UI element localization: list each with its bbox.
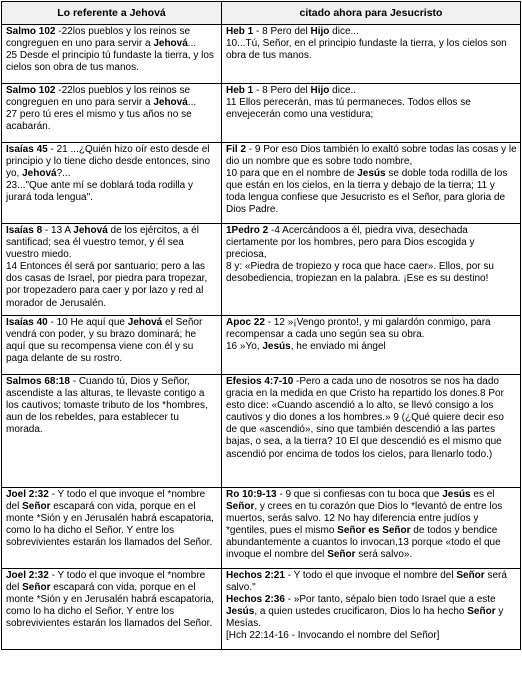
reference-text: Isaías 40 (6, 317, 48, 328)
reference-text: Efesios 4:7-10 (226, 376, 294, 387)
verse-text: 10...Tú, Señor, en el principio fundaste la tierra, y los cielos son obra de tus manos. (226, 38, 507, 62)
reference-text: Jehová (153, 38, 188, 50)
verse-text: - 13 A (42, 225, 74, 236)
reference-text: Señor (226, 501, 255, 513)
verse-text: - Cuando tú, Dios y Señor, ascendiste a las alturas, te llevaste contigo a los cautivos; tomaste tributo de los *hombres, aun de los rebeldes, para establecer tu morada. (6, 376, 208, 436)
reference-text: Ro 10:9-13 (226, 489, 277, 500)
table-row (2, 375, 521, 488)
reference-text: Jehová (127, 317, 163, 328)
cell-jesucristo (222, 224, 521, 316)
reference-text: Heb 1 (226, 85, 254, 96)
reference-text: Señor (327, 549, 356, 561)
table-row (2, 25, 521, 84)
verse-text: se doble toda rodilla de los que están en los cielos, en la tierra y debajo de la tierra; 11 y toda lengua confiese que Jesucristo es el Señor, para gloria de Dios Padre. (226, 168, 508, 216)
verse-text: 10 para que en el nombre de (226, 168, 358, 180)
verse-text: - 8 Pero del (253, 26, 311, 37)
verse-text: - Y todo el que invoque el *nombre del (6, 570, 206, 594)
verse-text: -Pero a cada uno de nosotros se nos ha dado gracia en la medida en que Cristo ha repartido los dones.8 Por esto dice: «Cuando ascendió a lo alto, se llevó consigo a los cautivos y dio dones a los hombres.» 9 (¿Qué quiere decir eso de que «ascendió», sino que también descendió a las partes bajas, o sea, a la tierra? 10 El que descendió es el mismo que ascendió por encima de todos los cielos, para llenarlo todo.) (226, 376, 504, 460)
table-row (2, 569, 521, 650)
verse-text: - 9 que si confiesas con tu boca que (276, 489, 443, 500)
cell-jehova (2, 143, 222, 224)
verse-text: - 8 Pero del (253, 85, 311, 96)
reference-text: Hechos 2:36 (226, 594, 285, 606)
reference-text: Fil 2 (226, 144, 247, 155)
reference-text: Heb 1 (226, 26, 254, 37)
reference-text: Salmo 102 (6, 85, 56, 96)
verse-text: [Hch 22:14-16 - Invocando el nombre del Señor] (226, 630, 440, 642)
table-row (2, 316, 521, 375)
cell-jehova (2, 488, 222, 569)
cell-jesucristo (222, 488, 521, 569)
reference-text: Hechos 2:21 (226, 570, 285, 581)
verse-text: 27 pero tú eres el mismo y tus años no se acabarán. (6, 109, 192, 133)
reference-text: Señor (456, 570, 485, 581)
verse-text: 25 Desde el principio tú fundaste la tierra, y los cielos son obra de tus manos. (6, 50, 214, 74)
reference-text: Jesús (226, 606, 255, 618)
cell-jehova (2, 316, 222, 375)
reference-text: Joel 2:32 (6, 570, 49, 581)
reference-text: Salmo 102 (6, 26, 56, 37)
table-row (2, 84, 521, 143)
reference-text: Jehová (73, 225, 108, 236)
verse-text: 8 y: «Piedra de tropiezo y roca que hace caer». Ellos, por su desobediencia, tropiezan en la palabra. ¡Ese es su destino! (226, 261, 494, 285)
verse-text: el Señor vendrá con poder, y su brazo dominará; he aquí que su recompensa viene con él y su paga delante de su rostro. (6, 317, 203, 365)
cell-jesucristo (222, 375, 521, 488)
verse-text: - 10 He aquí que (47, 317, 128, 328)
reference-text: Isaías 45 (6, 144, 48, 155)
cell-jehova (2, 224, 222, 316)
verse-text: - 12 »¡Vengo pronto!, y mi galardón conmigo, para recompensar a cada uno según sea su obra. (226, 317, 491, 341)
verse-text: dice... (329, 26, 359, 37)
reference-text: Señor (22, 501, 51, 513)
cell-jesucristo (222, 316, 521, 375)
cell-jehova (2, 569, 222, 650)
verse-text: -22los pueblos y los reinos se congreguen en uno para servir a (6, 85, 191, 109)
reference-text: Jesús (442, 489, 471, 500)
verse-text: 14 Entonces él será por santuario; pero a las dos casas de Israel, por piedra para tropezar, por tropezadero para caer y por lazo y red al morador de Jerusalén. (6, 261, 208, 309)
reference-text: Isaías 8 (6, 225, 43, 236)
header-row (2, 2, 521, 25)
verse-text: escapará con vida, porque en el monte *Sión y en Jerusalén habrá escapatoria, como lo ha dicho el Señor. Y entre los sobrevivientes estarán los llamados del Señor. (6, 501, 214, 549)
verse-text: - Y todo el que invoque el *nombre del (6, 489, 206, 513)
verse-text: dice.. (329, 85, 357, 96)
header-jehova: Lo referente a Jehová (2, 2, 222, 25)
table-row (2, 143, 521, 224)
verse-text: 16 »Yo, (226, 341, 263, 353)
reference-text: Apoc 22 (226, 317, 265, 328)
table-row (2, 224, 521, 316)
verse-text: , a quien ustedes crucificaron, Dios lo ha hecho (254, 606, 468, 618)
verse-text: - Y todo el que invoque el nombre del (284, 570, 457, 581)
reference-text: 1Pedro 2 (226, 225, 269, 236)
reference-text: Señor (22, 582, 51, 594)
verse-text: -4 Acercándoos a él, piedra viva, desechada ciertamente por los hombres, pero para Dios escogida y preciosa, (226, 225, 475, 261)
verse-text: escapará con vida, porque en el monte *Sión y en Jerusalén habrá escapatoria, como lo ha dicho el Señor. Y entre los sobrevivientes estarán los llamados del Señor. (6, 582, 214, 630)
cell-jehova (2, 84, 222, 143)
verse-text: de los ejércitos, a él santificad; sea él vuestro temor, y él sea vuestro miedo. (6, 225, 199, 261)
verse-text: , y crees en tu corazón que Dios lo *levantó de entre los muertos, serás salvo. 12 No hay diferencia entre judíos y *gentiles, pues el mismo (226, 501, 503, 537)
verse-text: -22los pueblos y los reinos se congreguen en uno para servir a (6, 26, 191, 50)
verse-text: 11 Ellos perecerán, mas tú permaneces. Todos ellos se envejecerán como una vestidura; (226, 97, 471, 121)
reference-text: Jehová (153, 97, 188, 109)
verse-text: 23..."Que ante mí se doblará toda rodilla y jurará toda lengua". (6, 180, 193, 204)
verse-text: es el (470, 489, 495, 500)
reference-text: Hijo (310, 85, 330, 96)
cell-jesucristo (222, 84, 521, 143)
verse-text: - 9 Por eso Dios también lo exaltó sobre todas las cosas y le dio un nombre que es sobre todo nombre, (226, 144, 517, 168)
reference-text: Salmos 68:18 (6, 376, 70, 387)
reference-text: Jesús (262, 341, 291, 353)
verse-text: será salvo." (226, 570, 507, 594)
verse-text: ?... (56, 168, 71, 180)
reference-text: Jesús (357, 168, 386, 180)
table-row (2, 488, 521, 569)
cell-jehova (2, 375, 222, 488)
verse-text: y Mesías. (226, 606, 504, 630)
verse-text: ... (187, 38, 197, 50)
verse-text: será salvo». (355, 549, 413, 561)
reference-text: Jehová (22, 168, 57, 180)
reference-text: Señor es Señor (337, 525, 411, 537)
reference-text: Joel 2:32 (6, 489, 49, 500)
verse-text: ... (187, 97, 197, 109)
verse-text: de todos y bendice abundantemente a cuantos lo invocan,13 porque «todo el que invoque el nombre del (226, 525, 501, 561)
cell-jehova (2, 25, 222, 84)
cell-jesucristo (222, 569, 521, 650)
verse-text: - »Por tanto, sépalo bien todo Israel que a este (284, 594, 496, 606)
cell-jesucristo (222, 25, 521, 84)
header-jesucristo: citado ahora para Jesucristo (222, 2, 521, 25)
verse-text: , he enviado mi ángel (290, 341, 386, 353)
reference-text: Hijo (310, 26, 330, 37)
reference-text: Señor (467, 606, 496, 618)
cell-jesucristo (222, 143, 521, 224)
verse-text: - 21 ...¿Quién hizo oír esto desde el principio y lo tiene dicho desde entonces, sino yo, (6, 144, 211, 180)
comparison-table (1, 1, 521, 650)
